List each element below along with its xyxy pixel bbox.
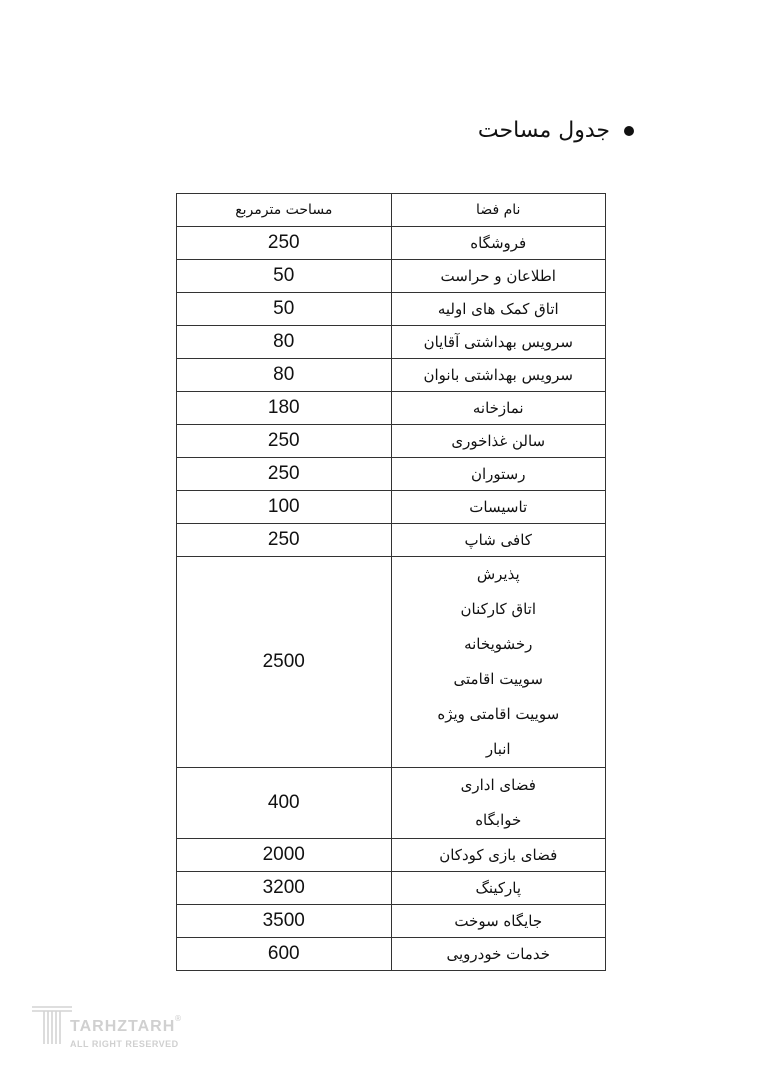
area-value-cell: 2500 — [177, 557, 392, 768]
area-value-cell: 250 — [177, 458, 392, 491]
table-row — [177, 768, 606, 839]
table-row — [177, 359, 606, 392]
table-row — [177, 905, 606, 938]
space-name-cell: سالن غذاخوری — [391, 425, 606, 458]
area-value-cell: 600 — [177, 938, 392, 971]
space-name-cell: سرویس بهداشتی بانوان — [391, 359, 606, 392]
table-row — [177, 227, 606, 260]
table-row — [177, 872, 606, 905]
bullet-icon — [624, 126, 634, 136]
space-name-cell: پارکینگ — [391, 872, 606, 905]
header-area: مساحت مترمربع — [177, 194, 392, 227]
table-row — [177, 260, 606, 293]
watermark-logo-icon — [30, 1002, 74, 1046]
area-value-cell: 100 — [177, 491, 392, 524]
table-row — [177, 839, 606, 872]
space-name-cell: کافی شاپ — [391, 524, 606, 557]
area-value-cell: 50 — [177, 260, 392, 293]
table-row — [177, 458, 606, 491]
watermark-sub: ALL RIGHT RESERVED — [70, 1039, 179, 1049]
watermark-brand: TARHZTARH — [70, 1018, 176, 1035]
table-row — [177, 491, 606, 524]
space-name-line: اتاق کارکنان — [460, 600, 537, 618]
area-value-cell: 3500 — [177, 905, 392, 938]
table-row — [177, 425, 606, 458]
area-value-cell: 180 — [177, 392, 392, 425]
area-value-cell: 2000 — [177, 839, 392, 872]
space-name-line: سوییت اقامتی — [453, 670, 543, 688]
space-name-line: خوابگاه — [475, 811, 522, 829]
space-name-cell: خدمات خودرویی — [391, 938, 606, 971]
area-value-cell: 250 — [177, 227, 392, 260]
area-value-cell: 400 — [177, 768, 392, 839]
space-name-line: سوییت اقامتی ویژه — [437, 705, 560, 723]
table-header-row — [177, 194, 606, 227]
area-value-cell: 80 — [177, 359, 392, 392]
space-name-cell: اتاق کمک های اولیه — [391, 293, 606, 326]
area-table — [176, 193, 606, 971]
space-name-cell: سرویس بهداشتی آقایان — [391, 326, 606, 359]
area-value-cell: 250 — [177, 425, 392, 458]
heading-title: جدول مساحت — [477, 118, 610, 143]
section-heading — [478, 118, 634, 143]
space-name-cell: جایگاه سوخت — [391, 905, 606, 938]
table-row — [177, 524, 606, 557]
area-value-cell: 250 — [177, 524, 392, 557]
area-value-cell: 50 — [177, 293, 392, 326]
space-name-line: انبار — [485, 740, 511, 758]
header-space-name: نام فضا — [391, 194, 606, 227]
table-row — [177, 326, 606, 359]
table-body — [177, 227, 606, 971]
watermark-registered: ® — [174, 1014, 182, 1023]
table-row — [177, 557, 606, 768]
space-name-cell: فضای بازی کودکان — [391, 839, 606, 872]
space-name-line: فضای اداری — [460, 776, 536, 794]
table-row — [177, 938, 606, 971]
space-name-cell: فروشگاه — [391, 227, 606, 260]
table-row — [177, 392, 606, 425]
watermark — [30, 1002, 180, 1052]
space-name-cell: تاسیسات — [391, 491, 606, 524]
space-name-cell: نمازخانه — [391, 392, 606, 425]
space-name-cell — [391, 557, 606, 768]
space-name-cell: اطلاعان و حراست — [391, 260, 606, 293]
space-name-line: رخشویخانه — [464, 635, 533, 653]
space-name-cell: رستوران — [391, 458, 606, 491]
space-name-line: پذیرش — [476, 565, 520, 583]
table-row — [177, 293, 606, 326]
area-value-cell: 3200 — [177, 872, 392, 905]
area-value-cell: 80 — [177, 326, 392, 359]
space-name-cell — [391, 768, 606, 839]
